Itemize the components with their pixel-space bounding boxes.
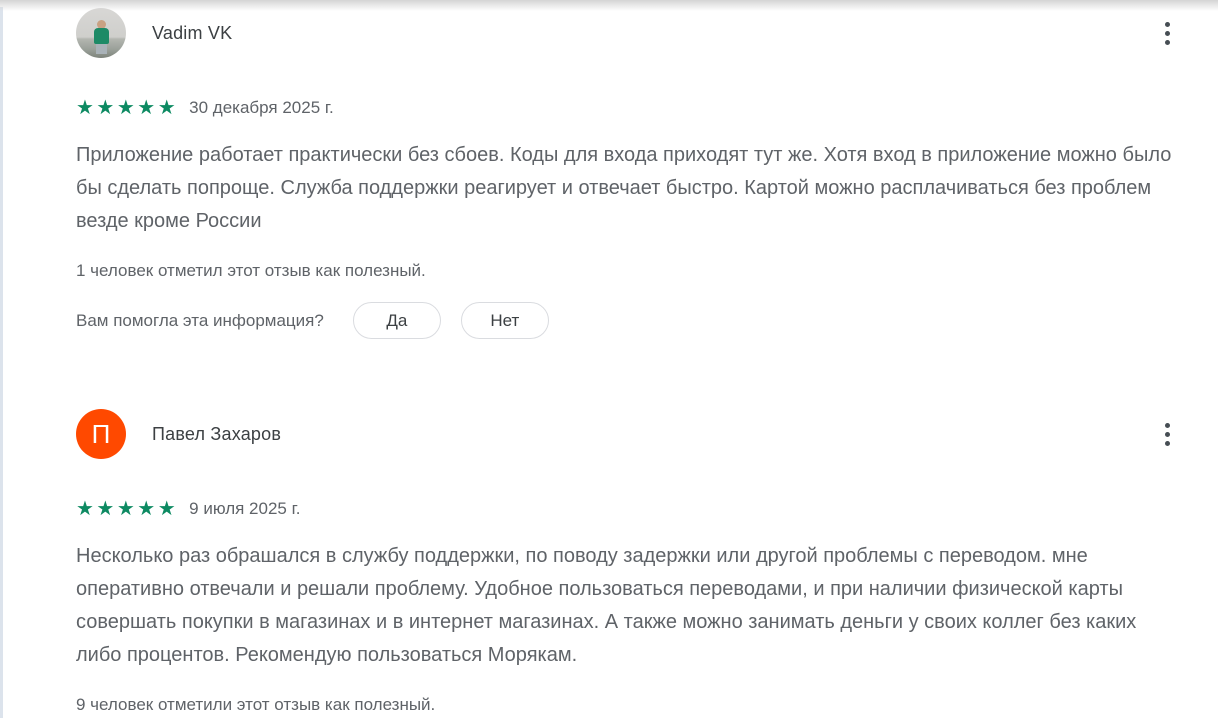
star-rating-icon: ★★★★★: [76, 96, 179, 119]
review-date: 30 декабря 2025 г.: [189, 97, 334, 117]
review-header: [76, 8, 1190, 58]
review-card: [76, 8, 1190, 339]
more-options-icon: [1165, 441, 1170, 446]
helpful-count: 9 человек отметили этот отзыв как полезный.: [76, 695, 436, 714]
star-rating-icon: ★★★★★: [76, 497, 179, 520]
review-header: [76, 409, 1190, 459]
more-options-icon: [1165, 432, 1170, 437]
more-options-icon: [1165, 22, 1170, 27]
more-options-button[interactable]: [1146, 411, 1188, 457]
avatar-letter: П: [76, 409, 126, 459]
more-options-icon: [1165, 423, 1170, 428]
avatar-photo-detail: [96, 44, 107, 54]
feedback-row: [76, 302, 1190, 339]
rating-row: [76, 498, 1190, 519]
helpful-count: 1 человек отметил этот отзыв как полезный.: [76, 261, 426, 280]
feedback-prompt: Вам помогла эта информация?: [76, 310, 324, 330]
author-name: Павел Захаров: [152, 423, 282, 444]
panel-left-border: [0, 7, 3, 718]
more-options-icon: [1165, 31, 1170, 36]
avatar-photo-detail: [94, 28, 109, 44]
review-text: Приложение работает практически без сбоев. Коды для входа приходят тут же. Хотя вход в приложение можно было бы сделать попроще. Служба поддержки реагирует и отвечает быстро. Картой можно расплачиваться без проблем везде кроме России: [76, 144, 1172, 232]
no-button[interactable]: Нет: [461, 302, 549, 339]
review-card: [76, 409, 1190, 715]
yes-button[interactable]: Да: [353, 302, 441, 339]
review-text: Несколько раз обрашался в службу поддержки, по поводу задержки или другой проблемы с переводом. мне оперативно отвечали и решали проблему. Удобное пользоваться переводами, и при наличии физической карты совершать покупки в магазинах и в интернет магазинах. А также можно занимать деньги у своих коллег без каких либо процентов. Рекомендую пользоваться Морякам.: [76, 545, 1137, 666]
author-name: Vadim VK: [152, 22, 233, 43]
more-options-icon: [1165, 40, 1170, 45]
avatar-photo: [76, 8, 126, 58]
more-options-button[interactable]: [1146, 10, 1188, 56]
review-date: 9 июля 2025 г.: [189, 498, 301, 518]
rating-row: [76, 97, 1190, 118]
